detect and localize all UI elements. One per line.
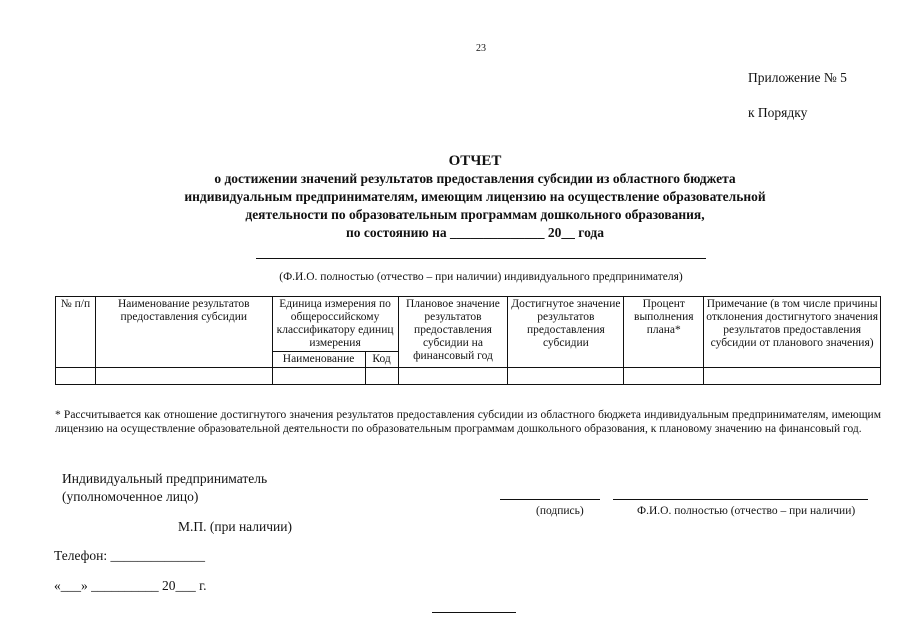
signature-line [500,499,600,500]
order-label: к Порядку [748,105,808,120]
footnote: * Рассчитывается как отношение достигнутого значения результатов предоставления субсидии из областного бюджета индивидуальным предпринимателям, имеющим лицензию на осуществление образовательной деятельности по образовательным программам дошкольного образования, к плановому значению на финансовый год. [55,409,881,435]
name-caption: Ф.И.О. полностью (отчество – при наличии) [637,505,856,517]
table-cell[interactable] [365,368,398,385]
report-title-line: деятельности по образовательным программам дошкольного образования, [245,207,705,222]
fio-fill-line [256,258,706,259]
col-unit-header: Единица измерения по общероссийскому классификатору единиц измерения [272,297,398,352]
entrepreneur-label: Индивидуальный предприниматель [62,471,268,486]
fio-caption: (Ф.И.О. полностью (отчество – при наличии) индивидуального предпринимателя) [279,271,683,283]
signature-caption: (подпись) [536,505,584,517]
name-line [613,499,868,500]
report-title-line: индивидуальным предпринимателям, имеющим лицензию на осуществление образовательной [184,189,766,204]
table-cell[interactable] [398,368,508,385]
page-number: 23 [476,43,486,54]
table-cell[interactable] [272,368,365,385]
table-header-row [56,297,881,352]
col-planned-header: Плановое значение результатов предоставления субсидии на финансовый год [398,297,508,368]
table-row [56,368,881,385]
appendix-label: Приложение № 5 [748,70,847,85]
table-cell[interactable] [508,368,624,385]
col-percent-header: Процент выполнения плана* [624,297,704,368]
bottom-separator [432,612,516,613]
report-table [55,296,881,385]
table-cell[interactable] [95,368,272,385]
table-cell[interactable] [56,368,96,385]
col-unit-code-header: Код [365,352,398,368]
date-field: «___» __________ 20___ г. [54,578,207,593]
table-cell[interactable] [704,368,881,385]
col-results-header: Наименование результатов предоставления субсидии [95,297,272,368]
report-date-line: по состоянию на ______________ 20__ года [345,225,605,240]
col-number-header: № п/п [56,297,96,368]
report-title-block [150,152,800,242]
authorized-person-label: (уполномоченное лицо) [62,489,199,504]
col-unit-name-header: Наименование [272,352,365,368]
report-title-line: о достижении значений результатов предоставления субсидии из областного бюджета [214,171,736,186]
stamp-label: М.П. (при наличии) [178,519,292,534]
phone-field: Телефон: ______________ [54,548,205,563]
table-cell[interactable] [624,368,704,385]
report-heading: ОТЧЕТ [448,153,502,169]
col-note-header: Примечание (в том числе причины отклонения достигнутого значения результатов предоставления субсидии от планового значения) [704,297,881,368]
entrepreneur-block [62,470,267,506]
col-achieved-header: Достигнутое значение результатов предоставления субсидии [508,297,624,368]
